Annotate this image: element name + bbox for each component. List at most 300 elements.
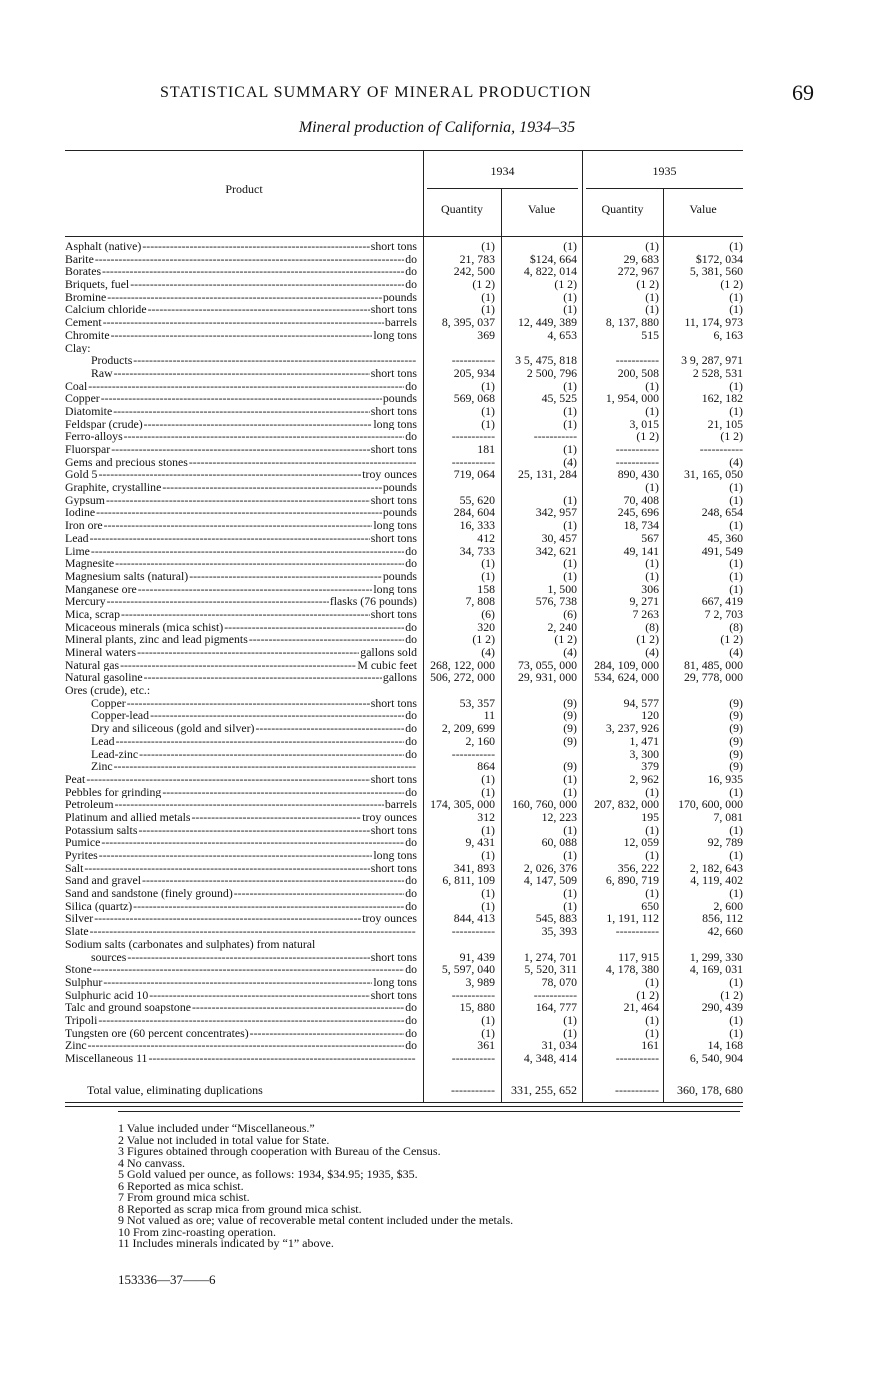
quantity-1935-cell: (1) [645, 974, 659, 989]
leader-dots [189, 570, 382, 583]
product-label [65, 697, 417, 710]
value-1934-cell: 4, 348, 414 [523, 1051, 577, 1065]
product-name: Coal [65, 379, 88, 393]
unit-label: do [405, 1013, 417, 1027]
quantity-1935-cell: 356, 222 [617, 860, 659, 875]
year-1934-header: 1934 [490, 164, 515, 178]
unit-label: do [405, 1026, 417, 1040]
leader-dots [102, 265, 404, 278]
quantity-1934-cell: (1) [481, 556, 495, 571]
table-bottom-rule [65, 1106, 743, 1107]
value-1934-cell: (9) [563, 759, 577, 774]
product-label [65, 951, 417, 964]
table-row [65, 532, 743, 545]
value-1934-cell: 576, 738 [535, 594, 577, 609]
quantity-1934-cell: (1) [481, 898, 495, 913]
leader-dots [139, 748, 404, 761]
table-row [65, 938, 743, 951]
quantity-1935-cell: 18, 734 [623, 518, 659, 533]
quantity-1934-cell: 11 [483, 708, 495, 723]
unit-label: do [405, 722, 417, 735]
value-1935-cell: 81, 485, 000 [684, 657, 743, 672]
quantity-1934-cell: (1) [481, 302, 495, 317]
product-label [65, 824, 417, 837]
table-row [65, 405, 743, 418]
unit-label: do [405, 874, 417, 888]
product-name: Bromine [65, 290, 107, 304]
product-label [65, 760, 417, 773]
product-name: Talc and ground soapstone [65, 1001, 191, 1014]
unit-label: do [405, 265, 417, 279]
table-row [65, 392, 743, 405]
product-label [65, 659, 417, 672]
quantity-1935-cell: 7 263 [632, 606, 659, 621]
unit-label: long tons [373, 582, 417, 596]
product-name: Mercury [65, 595, 106, 608]
value-1934-cell: 31, 034 [541, 1038, 577, 1053]
quantity-1935-cell: 117, 915 [618, 949, 659, 964]
quantity-1935-cell: 94, 577 [623, 695, 659, 710]
total-quantity-1935: ----------- [615, 1083, 659, 1097]
quantity-1935-cell: 1, 471 [629, 733, 659, 748]
product-label [65, 735, 417, 748]
value-1935-cell: (1) [729, 239, 743, 253]
value-1934-cell: (4) [563, 454, 577, 469]
value-1934-cell: (1) [563, 239, 577, 253]
unit-label: do [405, 278, 417, 291]
product-name: Fluorspar [65, 443, 111, 456]
quantity-1934-cell: 55, 620 [459, 492, 495, 507]
product-label [65, 912, 417, 925]
quantity-1934-cell: (1 2) [472, 632, 495, 647]
value-1934-cell: 45, 525 [541, 391, 577, 406]
quantity-1935-cell: (4) [645, 645, 659, 659]
product-label [65, 836, 417, 849]
product-name: Mineral plants, zinc and lead pigments [65, 633, 248, 647]
product-name: Slate [65, 925, 89, 938]
value-1935-cell: (1) [729, 974, 743, 989]
leader-dots [150, 709, 404, 722]
unit-label: do [405, 620, 417, 634]
quantity-1934-cell: 284, 604 [453, 505, 495, 520]
product-name: Chromite [65, 328, 110, 342]
product-name: Sulphur [65, 975, 103, 989]
value-1934-cell: (1) [563, 898, 577, 913]
quantity-1934-cell: (1) [481, 771, 495, 786]
table-row [65, 1001, 743, 1014]
quantity-1934-cell: ----------- [451, 429, 495, 444]
value-1934-cell: 2 500, 796 [526, 365, 577, 380]
quantity-1934-cell: ----------- [451, 987, 495, 1002]
value-1935-cell: 1, 299, 330 [689, 949, 743, 964]
footnote: 9 Not valued as ore; value of recoverable metal content included under the metals. [118, 1213, 514, 1227]
footnote: 7 From ground mica schist. [118, 1190, 250, 1204]
unit-label: do [405, 1039, 417, 1053]
value-1934-cell: (1) [563, 848, 577, 862]
quantity-1934-cell: 506, 272, 000 [430, 670, 495, 685]
product-name: Dry and siliceous (gold and silver) [91, 722, 255, 735]
product-name: Salt [65, 861, 84, 875]
page-number: 69 [792, 80, 814, 105]
product-name: Iodine [65, 506, 96, 520]
quantity-1935-cell: ----------- [615, 454, 659, 469]
value-1934-cell: 2, 240 [547, 619, 577, 634]
product-name: Lead [91, 734, 115, 748]
quantity-1935-cell: 120 [641, 708, 659, 723]
product-name: Borates [65, 265, 102, 279]
value-1935-cell: (1) [729, 784, 743, 799]
value-1935-cell: 7, 081 [713, 809, 743, 824]
value-1934-cell: 164, 777 [535, 1000, 577, 1015]
value-1935-cell: 7 2, 703 [704, 606, 743, 621]
quantity-1935-cell: 284, 109, 000 [594, 657, 659, 672]
unit-label: pounds [382, 569, 417, 583]
product-name: Iron ore [65, 519, 103, 532]
value-1934-cell: (1) [563, 822, 577, 837]
leader-dots [162, 481, 382, 494]
unit-label: do [405, 379, 417, 393]
quantity-1934-cell: ----------- [451, 353, 495, 368]
quantity-1934-cell: 16, 333 [459, 518, 495, 533]
product-label [65, 253, 417, 266]
product-label [65, 1039, 417, 1052]
value-1935-cell: 21, 105 [707, 416, 743, 431]
leader-dots [162, 786, 404, 799]
product-label [65, 1001, 417, 1014]
value-1935-cell: 2 528, 531 [692, 365, 743, 380]
unit-label: short tons [370, 443, 417, 456]
value-1935-cell: 162, 182 [701, 391, 743, 406]
unit-label: short tons [370, 696, 417, 710]
value-1934-cell: (6) [563, 606, 577, 621]
leader-dots [98, 468, 361, 481]
leader-dots [106, 494, 370, 507]
quantity-1934-cell: 844, 413 [453, 911, 495, 926]
value-1934-cell: 29, 931, 000 [518, 670, 577, 685]
value-1935-cell: (4) [729, 645, 743, 659]
leader-dots [192, 1001, 404, 1014]
unit-label: do [405, 899, 417, 913]
quantity-1935-cell: 8, 137, 880 [605, 315, 659, 330]
product-name: Products [91, 354, 133, 367]
quantity-1935-cell: 195 [641, 809, 659, 824]
table-row [65, 849, 743, 862]
product-label [65, 583, 417, 596]
value-1934-cell: (1) [563, 518, 577, 533]
value-1934-cell: 12, 449, 389 [518, 315, 577, 330]
value-1935-cell: 3 9, 287, 971 [681, 353, 743, 368]
product-name: Sand and sandstone (finely ground) [65, 887, 233, 900]
value-1934-cell: 30, 457 [541, 530, 577, 545]
unit-label: short tons [370, 366, 417, 380]
quantity-1935-cell: 650 [641, 898, 659, 913]
product-name: Petroleum [65, 798, 114, 811]
running-header [60, 80, 814, 110]
product-label [65, 773, 417, 786]
value-1934-cell: (4) [563, 645, 577, 659]
value-1935-cell: (9) [729, 733, 743, 748]
product-label [65, 468, 417, 481]
quantity-1935-cell: (1) [645, 302, 659, 317]
quantity-1935-cell: (1) [645, 1025, 659, 1040]
quantity-1934-cell: 361 [477, 1038, 495, 1053]
table-row [65, 557, 743, 570]
product-label [65, 976, 417, 989]
quantity-1934-cell: (1) [481, 416, 495, 431]
product-name: Calcium chloride [65, 303, 147, 317]
unit-label: long tons [373, 849, 417, 862]
value-1935-cell: (9) [729, 746, 743, 761]
product-label [65, 608, 417, 621]
value-1934-cell: (9) [563, 695, 577, 710]
product-label [65, 342, 417, 355]
quantity-1934-cell: (1) [481, 822, 495, 837]
footnote: 6 Reported as mica schist. [118, 1178, 244, 1193]
value-1934-cell: 3 5, 475, 818 [515, 353, 577, 368]
leader-dots [90, 925, 416, 938]
product-label [65, 278, 417, 291]
table-row [65, 773, 743, 786]
product-label [65, 1027, 417, 1040]
value-1935-cell: 45, 360 [707, 530, 743, 545]
quantity-1934-cell: (1) [481, 289, 495, 304]
leader-dots [120, 659, 356, 672]
leader-dots [130, 278, 404, 291]
leader-dots [144, 418, 373, 431]
value-1934-cell: (1) [563, 1025, 577, 1040]
product-name: Miscellaneous 11 [65, 1052, 148, 1065]
product-label [65, 748, 417, 761]
leader-dots [144, 671, 382, 684]
product-label [65, 963, 417, 976]
table-row [65, 874, 743, 887]
leader-dots [111, 443, 370, 456]
value-1934-cell: 5, 520, 311 [524, 962, 577, 977]
table-row [65, 278, 743, 291]
unit-label: troy ounces [362, 810, 417, 824]
product-label [65, 925, 417, 938]
product-name: Raw [91, 366, 113, 380]
product-label [65, 1052, 417, 1065]
value-1935-cell: 248, 654 [701, 505, 743, 520]
quantity-1935-cell: ----------- [615, 1051, 659, 1065]
quantity-1934-cell: 412 [477, 530, 495, 545]
table-body [65, 240, 743, 1065]
quantity-1935-cell: 1, 954, 000 [605, 391, 659, 406]
unit-label: barrels [384, 316, 417, 329]
product-label [65, 811, 417, 824]
footnote-rule [118, 1111, 740, 1112]
quantity-1935-cell: (1) [645, 378, 659, 393]
value-1935-cell: 42, 660 [707, 924, 743, 939]
table-row [65, 481, 743, 494]
value-1935-cell: (1) [729, 1025, 743, 1040]
product-name: Manganese ore [65, 582, 137, 596]
quantity-1935-cell: 245, 696 [617, 505, 659, 520]
leader-dots [93, 963, 404, 976]
quantity-1935-cell: (1) [645, 886, 659, 901]
product-name: Tripoli [65, 1013, 98, 1027]
footnote: 3 Figures obtained through cooperation with Bureau of the Census. [118, 1144, 441, 1158]
value-1934-cell: 78, 070 [541, 974, 577, 989]
quantity-1934-cell: (1) [481, 848, 495, 862]
table-row [65, 887, 743, 900]
quantity-1934-cell: 864 [477, 759, 495, 774]
header-divider [582, 150, 583, 236]
unit-label: do [405, 633, 417, 647]
value-1934-cell: (1) [563, 1012, 577, 1027]
product-label [65, 443, 417, 456]
quantity-1934-cell: 242, 500 [453, 264, 495, 279]
value-1935-cell: 92, 789 [707, 835, 743, 850]
table-top-rule [65, 150, 743, 151]
unit-label: short tons [370, 988, 417, 1002]
printer-code: 153336—37——6 [118, 1272, 216, 1287]
value-1935-cell: (1) [729, 886, 743, 901]
quantity-1935-cell: 272, 967 [617, 264, 659, 279]
product-name: Pebbles for grinding [65, 785, 162, 799]
unit-label: do [405, 963, 417, 976]
value-1935-cell: 491, 549 [701, 543, 743, 558]
value-1935-cell: 4, 169, 031 [689, 962, 743, 977]
leader-dots [249, 633, 404, 646]
quantity-1934-cell: 2, 209, 699 [441, 721, 495, 736]
quantity-1935-cell: (1 2) [636, 429, 659, 444]
quantity-1935-cell: (1) [645, 568, 659, 583]
product-label [65, 684, 417, 697]
value-1935-cell: 2, 600 [713, 898, 743, 913]
footnote: 2 Value not included in total value for State. [118, 1132, 330, 1147]
header-divider [423, 150, 424, 236]
product-label [65, 938, 417, 951]
product-label [65, 887, 417, 900]
unit-label: M cubic feet [357, 658, 417, 672]
value-1935-cell: (1) [729, 1012, 743, 1027]
quantity-1935-cell: (1) [645, 480, 659, 495]
footnote: 1 Value included under “Miscellaneous.” [118, 1121, 315, 1135]
value-1935-cell: 856, 112 [702, 911, 743, 926]
product-label [65, 595, 417, 608]
value-1934-cell: (1) [563, 568, 577, 583]
quantity-1934-cell: (1) [481, 886, 495, 901]
value-header: Value [689, 202, 717, 216]
quantity-1934-cell: 5, 597, 040 [441, 962, 495, 977]
product-name: Silica (quartz) [65, 899, 133, 913]
product-label [65, 874, 417, 887]
table-row [65, 240, 743, 253]
product-name: Stone [65, 963, 92, 976]
quantity-1934-cell: 8, 395, 037 [441, 315, 495, 330]
product-name: Micaceous minerals (mica schist) [65, 620, 224, 634]
value-1934-cell: ----------- [533, 987, 577, 1002]
quantity-1934-cell: 369 [477, 327, 495, 342]
table-row [65, 329, 743, 342]
quantity-1935-cell: (1 2) [636, 987, 659, 1002]
quantity-header: Quantity [441, 202, 483, 216]
quantity-1935-cell: 890, 430 [617, 467, 659, 482]
value-1934-cell: 342, 957 [535, 505, 577, 520]
unit-label: short tons [370, 531, 417, 545]
quantity-1934-cell: 15, 880 [459, 1000, 495, 1015]
product-name: Platinum and allied metals [65, 810, 191, 824]
leader-dots [107, 291, 382, 304]
value-1935-cell: (1) [729, 822, 743, 837]
quantity-1935-cell: 12, 059 [623, 835, 659, 850]
product-label [65, 392, 417, 405]
unit-label: do [405, 887, 417, 900]
value-1934-cell: (9) [563, 721, 577, 736]
value-1934-cell: (1) [563, 378, 577, 393]
table-row [65, 291, 743, 304]
product-label [65, 545, 417, 558]
leader-dots [88, 380, 404, 393]
value-1935-cell: (1 2) [720, 277, 743, 292]
product-name: Briquets, fuel [65, 278, 130, 291]
quantity-1935-cell: 21, 464 [623, 1000, 659, 1015]
leader-dots [90, 532, 370, 545]
unit-label: flasks (76 pounds) [329, 595, 417, 608]
product-label [65, 900, 417, 913]
leader-dots [234, 887, 404, 900]
leader-dots [101, 836, 404, 849]
product-name: Sand and gravel [65, 874, 142, 888]
quantity-1935-cell: 306 [641, 581, 659, 596]
leader-dots [84, 862, 369, 875]
leader-dots [316, 938, 416, 951]
product-label [65, 671, 417, 684]
table-row [65, 811, 743, 824]
value-1935-cell: (1 2) [720, 987, 743, 1002]
product-header: Product [225, 182, 263, 196]
product-name: Lead-zinc [91, 747, 139, 761]
product-name: Zinc [91, 760, 113, 773]
product-label [65, 862, 417, 875]
value-1935-cell: 4, 119, 402 [690, 873, 743, 888]
unit-label: do [405, 836, 417, 850]
product-name: Copper [91, 696, 126, 710]
product-label [65, 405, 417, 418]
unit-label: short tons [370, 404, 417, 418]
product-name: Peat [65, 772, 86, 786]
product-label [65, 709, 417, 722]
value-1934-cell: 25, 131, 284 [518, 467, 577, 482]
unit-label: pounds [382, 481, 417, 494]
product-name: Clay: [65, 341, 91, 355]
leader-dots [133, 900, 404, 913]
leader-dots [116, 735, 405, 748]
quantity-1935-cell: (1 2) [636, 277, 659, 292]
product-label [65, 316, 417, 329]
quantity-1934-cell: 205, 934 [453, 365, 495, 380]
leader-dots [127, 697, 370, 710]
value-1935-cell: (1) [729, 581, 743, 596]
product-name: Mineral waters [65, 646, 137, 659]
leader-dots [98, 1014, 404, 1027]
value-1935-cell: (1) [729, 378, 743, 393]
quantity-1934-cell: (1) [481, 1025, 495, 1040]
value-1935-cell: (1) [729, 848, 743, 862]
unit-label: long tons [373, 328, 417, 342]
quantity-1934-cell: (1) [481, 784, 495, 799]
product-label [65, 481, 417, 494]
value-1935-cell: $172, 034 [695, 251, 743, 266]
footnotes [118, 1123, 513, 1250]
table-row [65, 646, 743, 659]
quantity-1935-cell: (1 2) [636, 632, 659, 647]
value-1934-cell: 73, 055, 000 [518, 657, 577, 672]
value-1935-cell: 170, 600, 000 [678, 797, 743, 812]
product-name: Lime [65, 544, 90, 558]
